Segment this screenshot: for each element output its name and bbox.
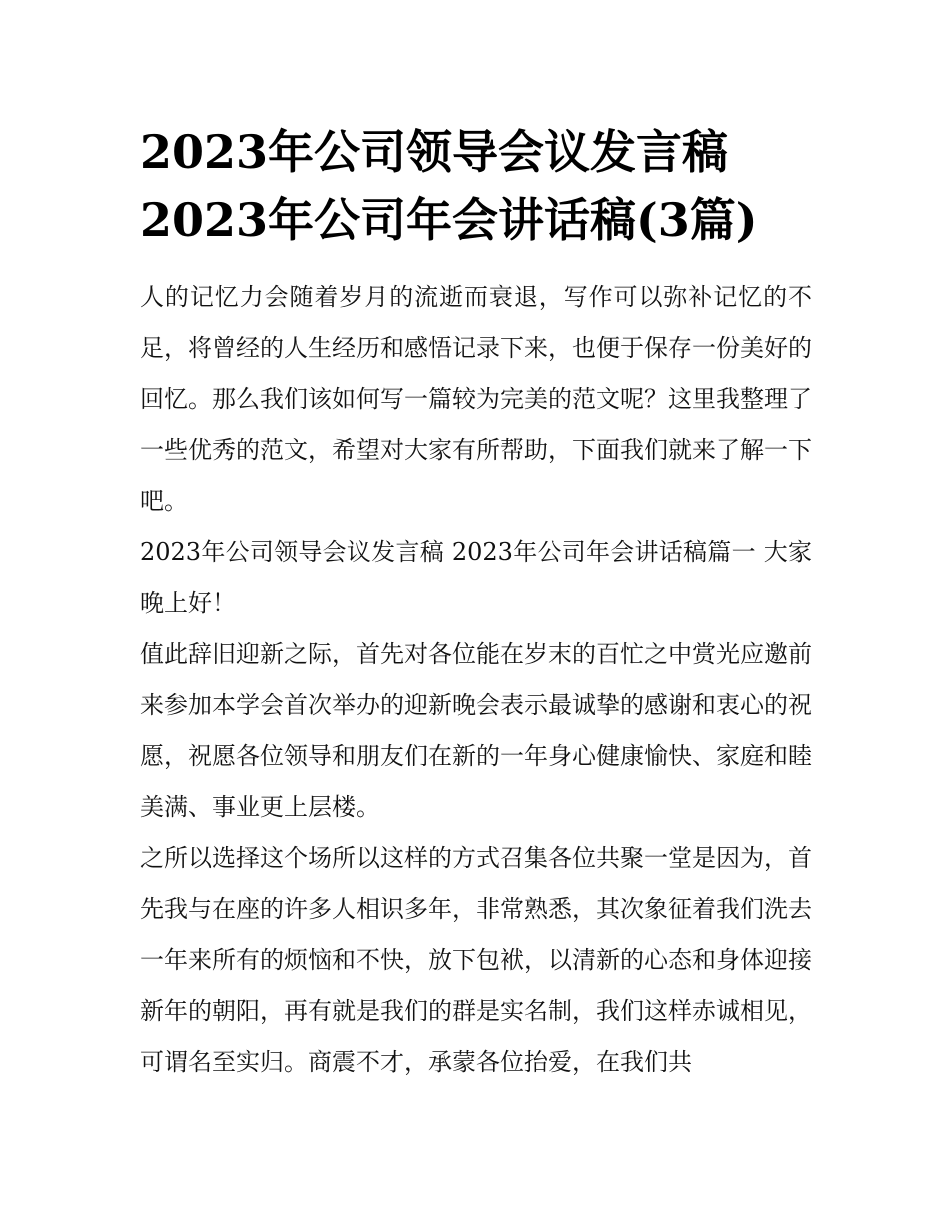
document-title [140,118,812,254]
paragraph-intro: 人的记忆力会随着岁月的流逝而衰退，写作可以弥补记忆的不足，将曾经的人生经历和感悟记录下来，也便于保存一份美好的回忆。那么我们该如何写一篇较为完美的范文呢？这里我整理了一些优秀的范文，希望对大家有所帮助，下面我们就来了解一下吧。 [140,283,812,515]
document-content [140,118,812,1088]
paragraph-venue: 之所以选择这个场所以这样的方式召集各位共聚一堂是因为，首先我与在座的许多人相识多年，非常熟悉，其次象征着我们洗去一年来所有的烦恼和不快，放下包袱，以清新的心态和身体迎接新年的朝阳，再有就是我们的群是实名制，我们这样赤诚相见，可谓名至实归。商震不才，承蒙各位抬爱，在我们共 [140,844,812,1076]
paragraph-greeting: 2023年公司领导会议发言稿 2023年公司年会讲话稿篇一 大家晚上好！ [140,538,812,617]
document-body [140,272,812,1088]
paragraph-thanks: 值此辞旧迎新之际，首先对各位能在岁末的百忙之中赏光应邀前来参加本学会首次举办的迎新晚会表示最诚挚的感谢和衷心的祝愿，祝愿各位领导和朋友们在新的一年身心健康愉快、家庭和睦美满、事业更上层楼。 [140,640,812,821]
title-line-2: 2023年公司年会讲话稿(3篇) [140,193,758,247]
title-line-1: 2023年公司领导会议发言稿 [140,125,729,179]
